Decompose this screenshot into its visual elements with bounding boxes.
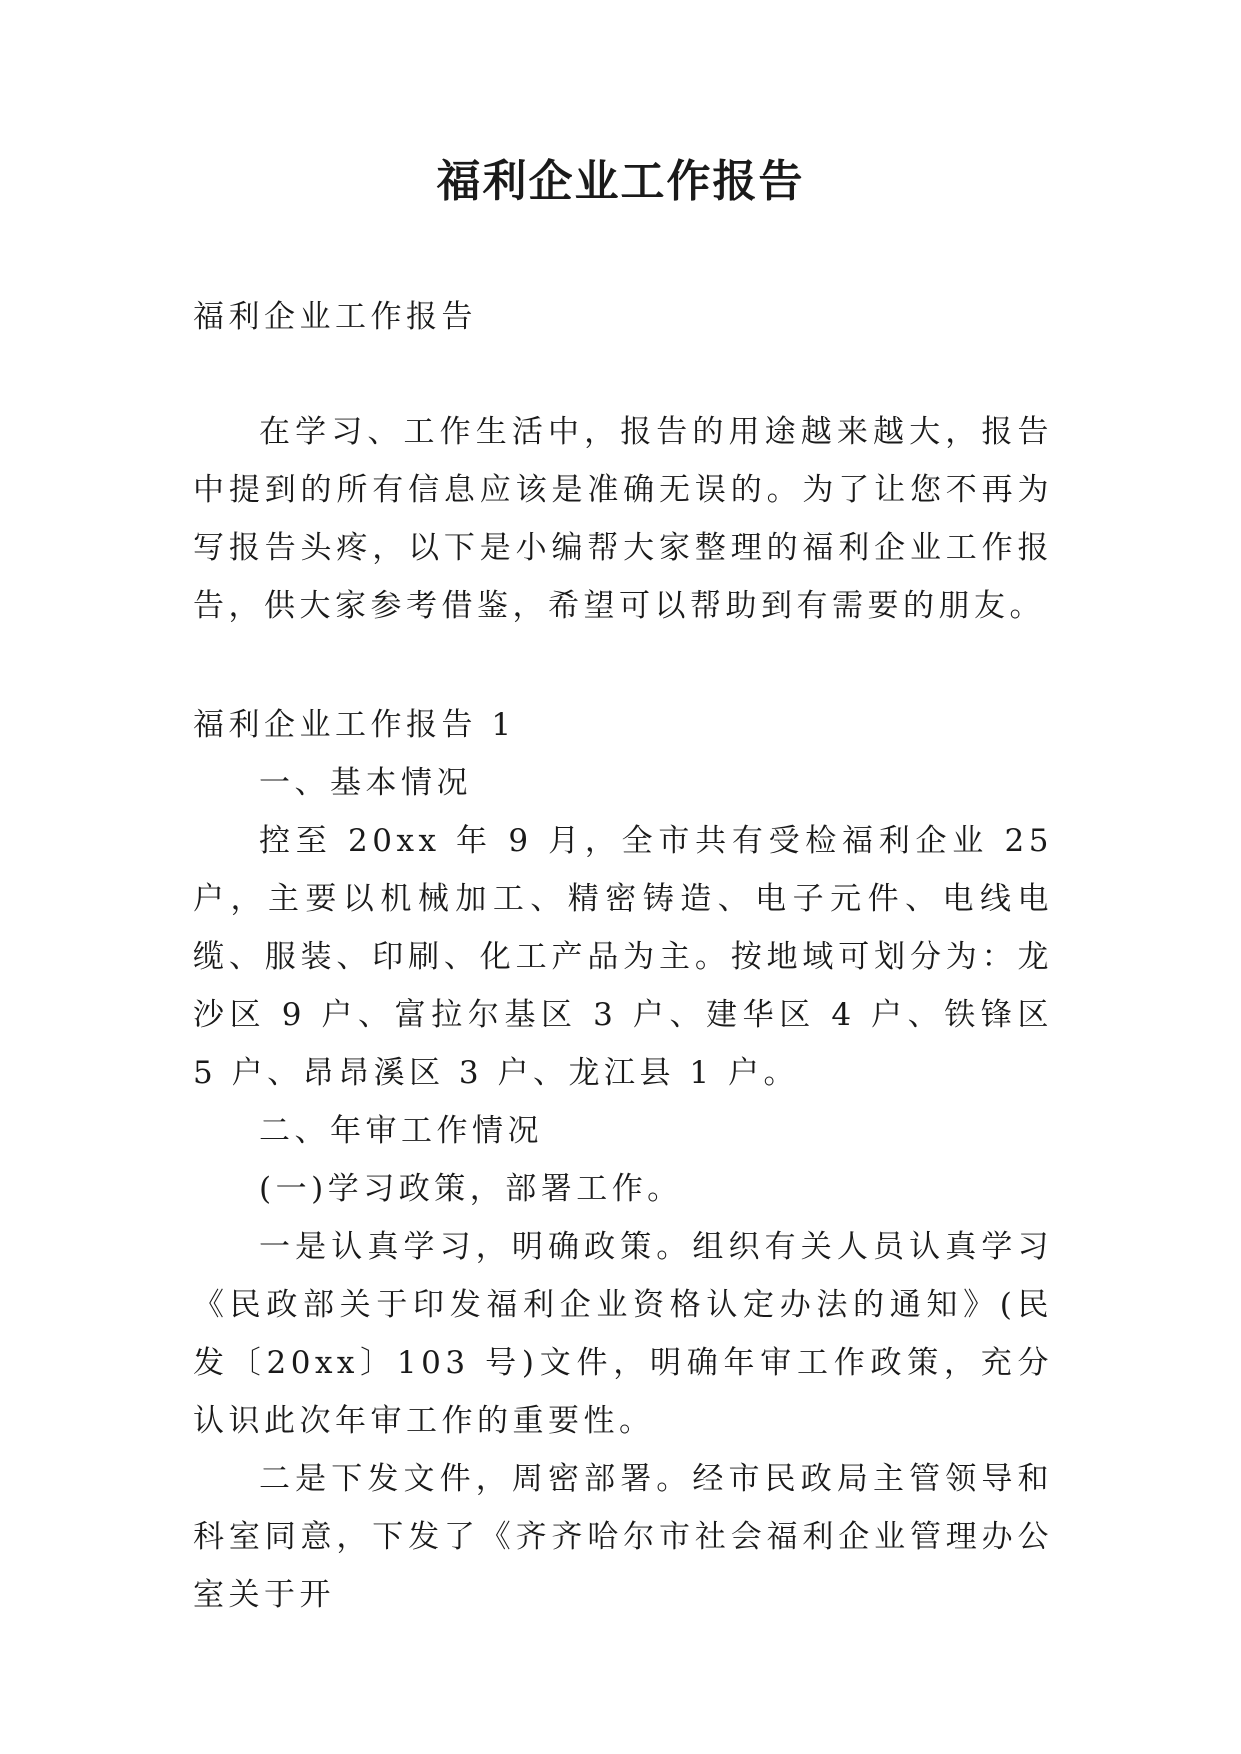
document-title: 福利企业工作报告: [436, 156, 805, 207]
section-title: 福利企业工作报告 1: [193, 707, 516, 743]
document-subtitle: 福利企业工作报告: [193, 299, 477, 335]
heading-basic-situation: 一、基本情况: [259, 765, 472, 801]
paragraph-basic-situation: 控至 20xx 年 9 月，全市共有受检福利企业 25 户，主要以机械加工、精密铸造、电子元件、电线电缆、服装、印刷、化工产品为主。按地域可划分为：龙沙区 9 户、富拉尔基区 3 户、建华区 4 户、铁锋区 5 户、昂昂溪区 3 户、龙江县 1 户。: [193, 823, 1053, 1091]
section-content: [193, 754, 1053, 1624]
heading-annual-review: 二、年审工作情况: [259, 1113, 543, 1149]
intro-paragraph: 在学习、工作生活中，报告的用途越来越大，报告中提到的所有信息应该是准确无误的。为了让您不再为写报告头疼，以下是小编帮大家整理的福利企业工作报告，供大家参考借鉴，希望可以帮助到有需要的朋友。: [193, 414, 1053, 624]
paragraph-issue-documents: 二是下发文件，周密部署。经市民政局主管领导和科室同意，下发了《齐齐哈尔市社会福利企业管理办公室关于开: [193, 1461, 1053, 1613]
paragraph-study-policy: 一是认真学习，明确政策。组织有关人员认真学习《民政部关于印发福利企业资格认定办法的通知》(民发〔20xx〕103 号)文件，明确年审工作政策，充分认识此次年审工作的重要性。: [193, 1229, 1053, 1439]
subheading-study-policy: (一)学习政策，部署工作。: [259, 1171, 683, 1207]
